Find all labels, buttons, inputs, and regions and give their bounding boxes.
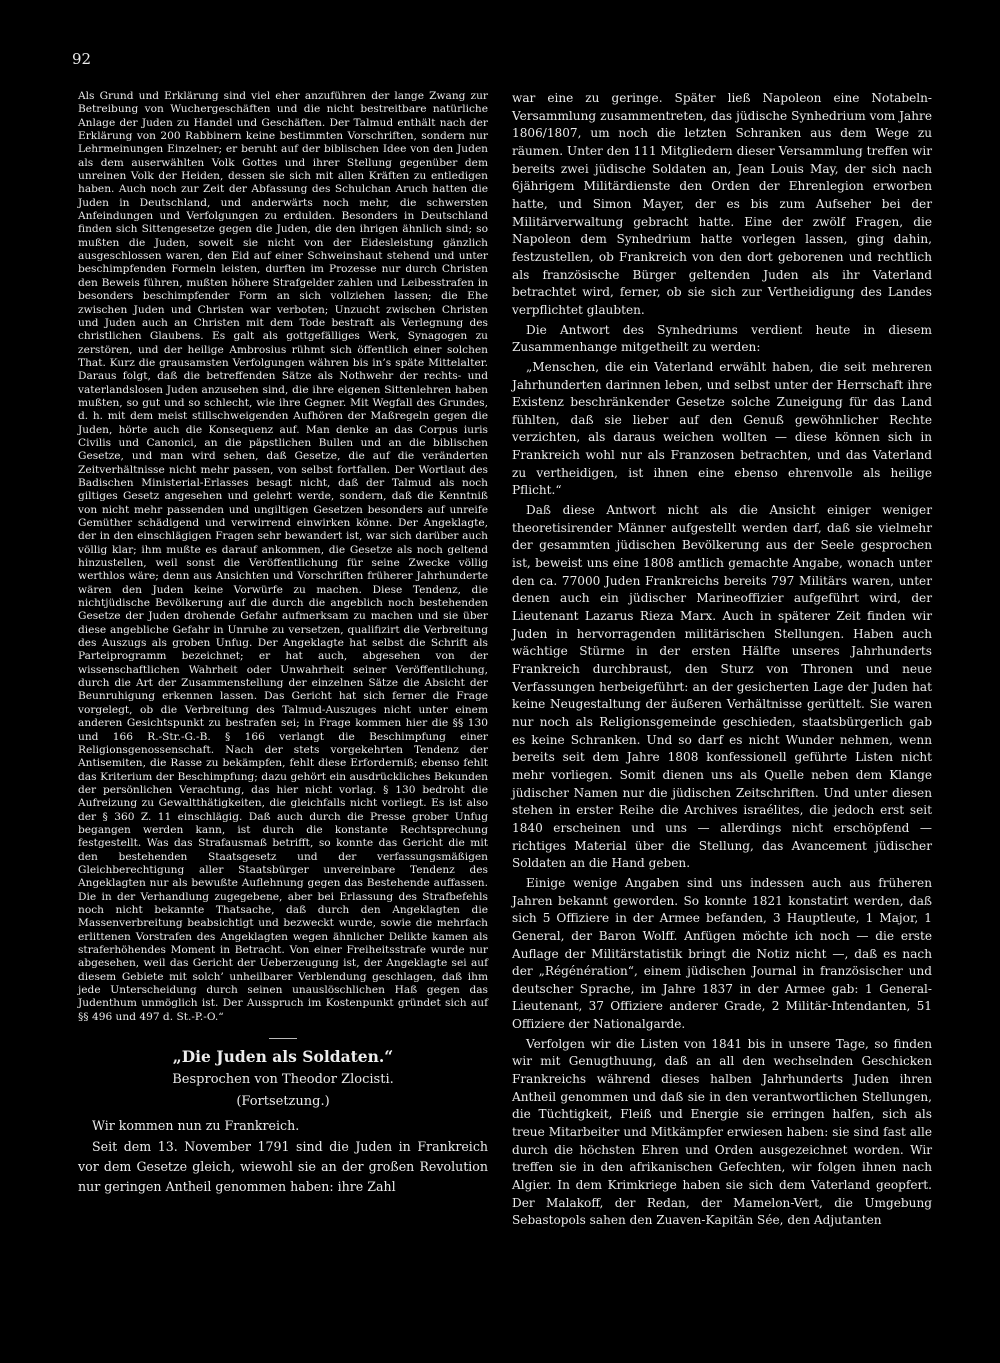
article-paragraph: Daß diese Antwort nicht als die Ansicht einiger weniger theoretisirender Männer aufgestellt werden darf, daß sie vielmehr der gesammten jüdischen Bevölkerung aus der Seele gesprochen ist, beweist uns eine 1808 amtlich gemachte Angabe, wonach unter den ca. 77000 Juden Frankreichs bereits 797 Militärs waren, unter denen auch ein jüdischer Marineoffizier aufgeführt wird, der Lieutenant Lazarus Rieza Marx. Auch in späterer Zeit finden wir Juden in hervorragenden militärischen Stellungen. Haben auch wächtige Stürme in der ersten Hälfte unseres Jahrhunderts Frankreich durchbraust, den Sturz von Thronen und neue Verfassungen herbeigeführt: an der gesicherten Lage der Juden hat keine Neugestaltung der äußeren Verhältnisse gerüttelt. Sie waren nur noch als Religionsgemeinde geschieden, staatsbürgerlich gab es keine Schranken. Und so darf es nicht Wunder nehmen, wenn bereits seit dem Jahre 1808 konfessionell geführte Listen nicht mehr vorliegen. Somit dienen uns als Quelle neben dem Klange jüdischer Namen nur die jüdischen Zeitschriften. Und unter diesen stehen in erster Reihe die Archives israélites, die jedoch erst seit 1840 erscheinen und uns — allerdings nicht erschöpfend — richtiges Material über die Stellung, das Avancement jüdischer Soldaten an die Hand geben. xyxy=(512,503,932,871)
right-column xyxy=(512,90,932,1230)
article-byline: Besprochen von Theodor Zlocisti. xyxy=(172,1072,394,1088)
divider xyxy=(269,1038,297,1039)
court-ruling-paragraph: Als Grund und Erklärung sind viel eher anzuführen der lange Zwang zur Betreibung von Wuchergeschäften und die nicht bestreitbare natürliche Anlage der Juden zu Handel und Geschäften. Der Talmud enthält nach der Erklärung von 200 Rabbinern keine bestimmten Vorschriften, sondern nur Lehrmeinungen Einzelner; er beruht auf der biblischen Idee von den Juden als dem auserwählten Volk Gottes und ihrer Stellung gegenüber dem unreinen Volk der Heiden, dessen sie sich mit allen Kräften zu entledigen haben. Auch noch zur Zeit der Abfassung des Schulchan Aruch hatten die Juden in Deutschland, und anderwärts noch mehr, die schwersten Anfeindungen und Verfolgungen zu erdulden. Besonders in Deutschland finden sich Sittengesetze gegen die Juden, die den ihrigen ähnlich sind; so mußten die Juden, soweit sie nicht von der Eidesleistung gänzlich ausgeschlossen waren, den Eid auf einer Schweinshaut stehend und unter beschimpfenden Formeln leisten, durften im Prozesse nur durch Christen den Beweis führen, mußten höhere Strafgelder zahlen und Leibesstrafen in besonders beschimpfender Form an sich vollziehen lassen; die Ehe zwischen Juden und Christen war verboten; Unzucht zwischen Christen und Juden auch an Christen mit dem Tode bestraft als Verlegnung des christlichen Glaubens. Es galt als gottgefälliges Werk, Synagogen zu zerstören, und der heilige Ambrosius rühmt sich öffentlich einer solchen That. Kurz die grausamsten Verfolgungen währen bis in’s späte Mittelalter. Daraus folgt, daß die betreffenden Sätze als Nothwehr der rechts- und vaterlandslosen Juden anzusehen sind, die ihre eigenen Sittenlehren haben mußten, so gut und so schlecht, wie ihre Gegner. Mit Wegfall des Grundes, d. h. mit dem meist stillschweigenden Aufhören der Maßregeln gegen die Juden, hörte auch die Konsequenz auf. Man denke an das Corpus iuris Civilis und Canonici, an die päpstlichen Bullen und an die biblischen Gesetze, und man wird sehen, daß Gesetze, die auf die veränderten Zeitverhältnisse nicht mehr passen, von selbst fortfallen. Der Wortlaut des Badischen Ministerial-Erlasses besagt nicht, daß der Talmud als noch giltiges Gesetz angesehen und gelehrt werde, sondern, daß die Kenntniß von nicht mehr passenden und ungiltigen Gesetzen besonders auf unreife Gemüther schädigend und verwirrend einwirken könne. Der Angeklagte, der in den einschlägigen Fragen sehr bewandert ist, war sich darüber auch völlig klar; ihm mußte es darauf ankommen, die Gesetze als noch geltend hinzustellen, weil sonst die Veröffentlichung für seine Zwecke völlig werthlos wäre; denn aus Ansichten und Vorschriften früherer Jahrhunderte wären den Juden keine Vorwürfe zu machen. Diese Tendenz, die nichtjüdische Bevölkerung auf die durch die angeblich noch bestehenden Gesetze der Juden drohende Gefahr aufmerksam zu machen und sie über diese angebliche Gefahr in Unruhe zu versetzen, qualifizirt die Verbreitung des Auszugs als groben Unfug. Der Angeklagte hat selbst die Schrift als Parteiprogramm bezeichnet; er hat auch, abgesehen von der wissenschaftlichen Wahrheit oder Unwahrheit seiner Veröffentlichung, durch die Art der Zusammenstellung der einzelnen Sätze die Absicht der Beunruhigung erkennen lassen. Das Gericht hat sich ferner die Frage vorgelegt, ob die Verbreitung des Talmud-Auszuges nicht unter einem anderen Gesichtspunkt zu bestrafen sei; in Frage kommen hier die §§ 130 und 166 R.-Str.-G.-B. § 166 verlangt die Beschimpfung einer Religionsgenossenschaft. Nach der stets vorgekehrten Tendenz der Antisemiten, die Rasse zu bekämpfen, fehlt diese Erforderniß; ebenso fehlt das Kriterium der Beschimpfung; dazu gehört ein ausdrückliches Bekunden der persönlichen Verachtung, das hier nicht vorlag. § 130 bedroht die Aufreizung zu Gewaltthätigkeiten, die gleichfalls nicht vorliegt. Es ist also der § 360 Z. 11 einschlägig. Daß auch durch die Presse grober Unfug begangen werden kann, ist durch die konstante Rechtsprechung festgestellt. Was das Strafausmaß betrifft, so konnte das Gericht die mit den bestehenden Staatsgesetz und der verfassungsmäßigen Gleichberechtigung aller Staatsbürger unvereinbare Tendenz des Angeklagten nur als bewußte Auflehnung gegen das Bestehende auffassen. Die in der Verhandlung zugegebene, aber bei Erlassung des Strafbefehls noch nicht bekannte Thatsache, daß durch den Angeklagten die Massenverbreitung beabsichtigt und bezweckt wurde, sowie die mehrfach erlittenen Vorstrafen des Angeklagten wegen ähnlicher Delikte kamen als straferhöhendes Moment in Betracht. Von einer Freiheitsstrafe wurde nur abgesehen, weil das Gericht der Ueberzeugung ist, der Angeklagte sei auf diesem Gebiete mit solch’ unheilbarer Verblendung geschlagen, daß ihm jede Unterscheidung durch seinen unauslöschlichen Haß gegen das Judenthum unmöglich ist. Der Ausspruch im Kostenpunkt gründet sich auf §§ 496 und 497 d. St.-P.-O.“ xyxy=(78,90,488,1023)
article-paragraph: Einige wenige Angaben sind uns indessen auch aus früheren Jahren bekannt geworden. So konnte 1821 konstatirt werden, daß sich 5 Offiziere in der Armee befanden, 3 Hauptleute, 1 Major, 1 General, der Baron Wolff. Anfügen möchte ich noch — die erste Auflage der Militärstatistik bringt die Notiz nicht —, daß es nach der „Régénération“, einem jüdischen Journal in französischer und deutscher Sprache, im Jahre 1837 in der Armee gab: 1 General-Lieutenant, 37 Offiziere anderer Grade, 2 Militär-Intendanten, 51 Offiziere der Nationalgarde. xyxy=(512,875,932,1032)
article-title: „Die Juden als Soldaten.“ xyxy=(172,1047,394,1067)
left-column xyxy=(78,90,488,1197)
article-continuation: (Fortsetzung.) xyxy=(236,1094,330,1110)
article-intro: Wir kommen nun zu Frankreich. xyxy=(92,1118,300,1134)
article-heading xyxy=(78,1038,488,1113)
article-paragraph: Verfolgen wir die Listen von 1841 bis in unsere Tage, so finden wir mit Genugthuung, daß an all den wechselnden Geschicken Frankreichs während dieses halben Jahrhunderts Juden ihren Antheil genommen und daß sie in den verantwortlichen Stellungen, die Tüchtigkeit, Fleiß und Energie sie erringen halfen, sich als treue Mitarbeiter und Mitkämpfer erwiesen haben: sie sind fast alle durch die höchsten Ehren und Orden ausgezeichnet worden. Wir treffen sie in den afrikanischen Gefechten, wir folgen ihnen nach Algier. In dem Krimkriege haben sie sich dem Vaterland geopfert. Der Malakoff, der Redan, der Mamelon-Vert, die Umgebung Sebastopols sahen den Zuaven-Kapitän Sée, den Adjutanten xyxy=(512,1036,932,1228)
article-paragraph: Seit dem 13. November 1791 sind die Juden in Frankreich vor dem Gesetze gleich, wiewohl sie an der großen Revolution nur geringen Antheil genommen haben: ihre Zahl xyxy=(78,1139,488,1195)
page-number: 92 xyxy=(72,50,92,68)
article-paragraph: war eine zu geringe. Später ließ Napoleon eine Notabeln-Versammlung zusammentreten, das jüdische Synhedrium vom Jahre 1806/1807, um noch die letzten Schranken aus dem Wege zu räumen. Unter den 111 Mitgliedern dieser Versammlung treffen wir bereits zwei jüdische Soldaten an, Jean Louis May, der sich nach 6jährigem Militärdienste den Orden der Ehrenlegion erworben hatte, und Simon Mayer, der es bis zum Aufseher bei der Militärverwaltung gebracht hatte. Eine der zwölf Fragen, die Napoleon dem Synhedrium hatte vorlegen lassen, ging dahin, festzustellen, ob Frankreich von den dort geborenen und rechtlich als französische Bürger geltenden Juden als ihr Vaterland betrachtet wird, ferner, ob sie sich zur Vertheidigung des Landes verpflichtet glaubten. xyxy=(512,91,932,317)
article-paragraph: Die Antwort des Synhedriums verdient heute in diesem Zusammenhange mitgetheilt zu werden: xyxy=(512,322,932,355)
synhedrium-quote: „Menschen, die ein Vaterland erwählt haben, die seit mehreren Jahrhunderten darinnen leben, und selbst unter der Herrschaft ihre Existenz beschränkender Gesetze solche Zuneigung für das Land fühlten, daß sie lieber auf den Genuß gewöhnlicher Rechte verzichten, als daraus weichen wollten — diese können sich in Frankreich wohl nur als Franzosen betrachten, und das Vaterland zu vertheidigen, ist ihnen eine ebenso ehrenvolle als heilige Pflicht.“ xyxy=(512,359,932,498)
